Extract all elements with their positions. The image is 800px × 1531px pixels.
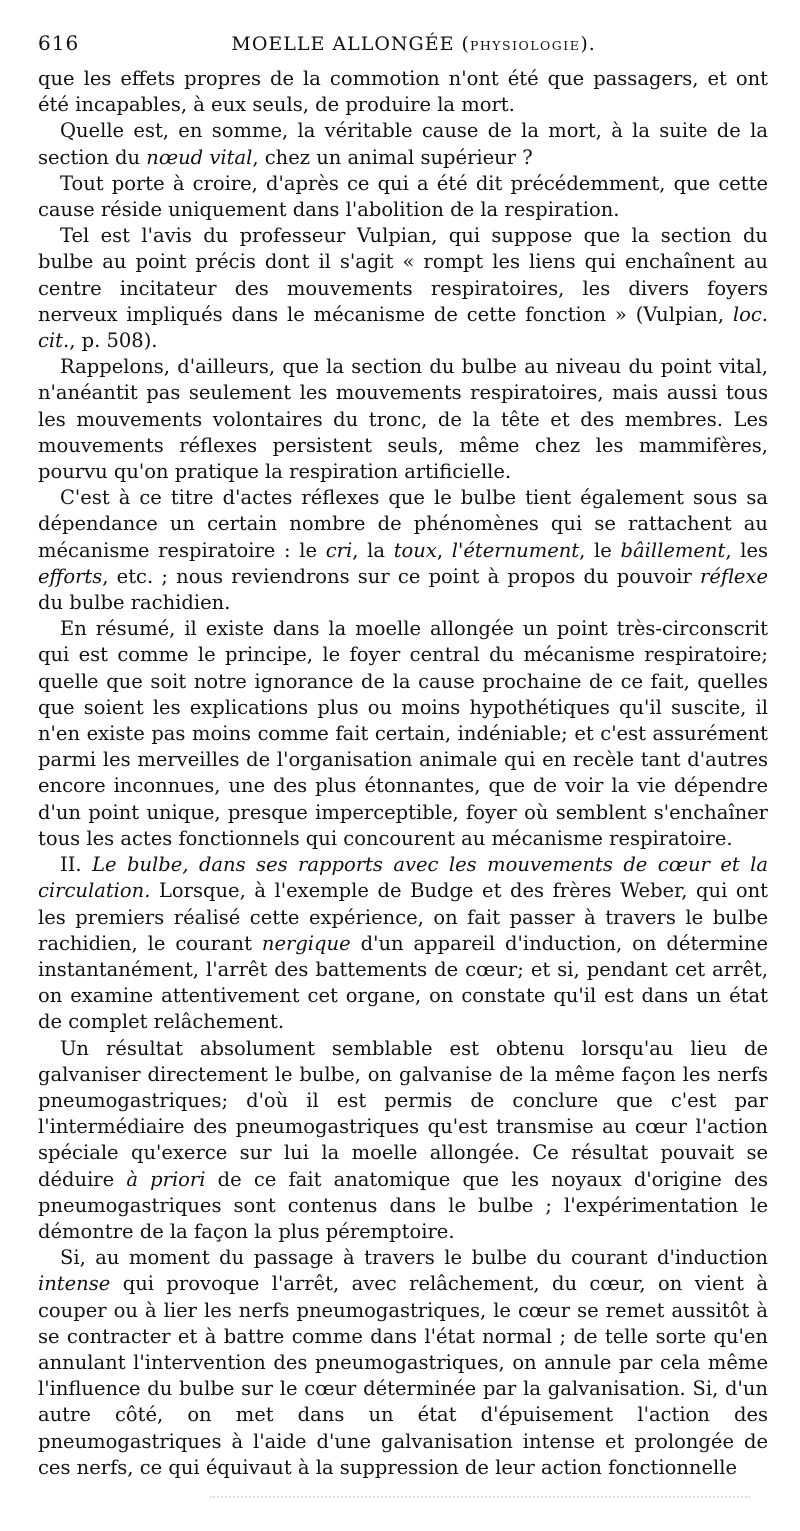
paragraph-3: Tout porte à croire, d'après ce qui a été dit précédemment, que cette cause réside uniquement dans l'abolition de la respiration.: [38, 171, 768, 222]
paragraph-9: Un résultat absolument semblable est obtenu lorsqu'au lieu de galvaniser directement le bulbe, on galvanise de la même façon les nerfs pneumogastriques; d'où il est permis de conclure que c'est par l'intermédiaire des pneumogastriques qu'est transmise au cœur l'action spéciale qu'exerce sur lui la moelle allongée. Ce résultat pouvait se déduire à priori de ce fait anatomique que les noyaux d'origine des pneumogastriques sont contenus dans le bulbe ; l'expérimentation le démontre de la façon la plus péremptoire.: [38, 1036, 768, 1243]
paragraph-2: Quelle est, en somme, la véritable cause de la mort, à la suite de la section du nœud vital, chez un animal supérieur ?: [38, 119, 768, 169]
running-head: [38, 30, 768, 64]
paragraph-6: C'est à ce titre d'actes réflexes que le bulbe tient également sous sa dépendance un certain nombre de phénomènes qui se rattachent au mécanisme respiratoire : le cri, la toux, l'éternument, le bâillement, les efforts, etc. ; nous reviendrons sur ce point à propos du pouvoir réflexe du bulbe rachidien.: [38, 486, 769, 615]
page-number: 616: [38, 31, 80, 55]
paragraph-4: Tel est l'avis du professeur Vulpian, qui suppose que la section du bulbe au point précis dont il s'agit « rompt les liens qui enchaînent au centre incitateur des mouvements respiratoires, les divers foyers nerveux impliqués dans le mécanisme de cette fonction » (Vulpian, loc. cit., p. 508).: [38, 224, 768, 353]
bottom-bleed-through-rule: [210, 1496, 750, 1500]
document-page: [38, 30, 768, 1481]
running-title: MOELLE ALLONGÉE (PHYSIOLOGIE).: [231, 33, 596, 55]
paragraph-7: En résumé, il existe dans la moelle allongée un point très-circonscrit qui est comme le principe, le foyer central du mécanisme respiratoire; quelle que soit notre ignorance de la cause prochaine de ce fait, quelles que soient les explications plus ou moins hypothétiques qu'il suscite, il n'en existe pas moins comme fait certain, indéniable; et c'est assurément parmi les merveilles de l'organisation animale qui en recèle tant d'autres encore inconnues, une des plus étonnantes, que de voir la vie dépendre d'un point unique, presque imperceptible, foyer où semblent s'enchaîner tous les actes fonctionnels qui concourent au mécanisme respiratoire.: [38, 617, 768, 850]
paragraph-5: Rappelons, d'ailleurs, que la section du bulbe au niveau du point vital, n'anéantit pas seulement les mouvements respiratoires, mais aussi tous les mouvements volontaires du tronc, de la tête et des membres. Les mouvements réflexes persistent seuls, même chez les mammifères, pourvu qu'on pratique la respiration artificielle.: [38, 355, 768, 484]
paragraph-1: que les effets propres de la commotion n'ont été que passagers, et ont été incapables, à eux seuls, de produire la mort.: [38, 67, 768, 117]
paragraph-10: Si, au moment du passage à travers le bulbe du courant d'induction intense qui provoque l'arrêt, avec relâchement, du cœur, on vient à couper ou à lier les nerfs pneumogastriques, le cœur se remet aussitôt à se contracter et à battre comme dans l'état normal ; de telle sorte qu'en annulant l'intervention des pneumogastriques, on annule par cela même l'influence du bulbe sur le cœur déterminée par la galvanisation. Si, d'un autre côté, on met dans un état d'épuisement l'action des pneumogastriques à l'aide d'une galvanisation intense et prolongée de ces nerfs, ce qui équivaut à la suppression de leur action fonctionnelle: [38, 1246, 768, 1479]
paragraph-8: II. Le bulbe, dans ses rapports avec les mouvements de cœur et la circulation. Lorsque, à l'exemple de Budge et des frères Weber, qui ont les premiers réalisé cette expérience, on fait passer à travers le bulbe rachidien, le courant nergique d'un appareil d'induction, on détermine instantanément, l'arrêt des battements de cœur; et si, pendant cet arrêt, on examine attentivement cet organe, on constate qu'il est dans un état de complet relâchement.: [38, 853, 768, 1034]
